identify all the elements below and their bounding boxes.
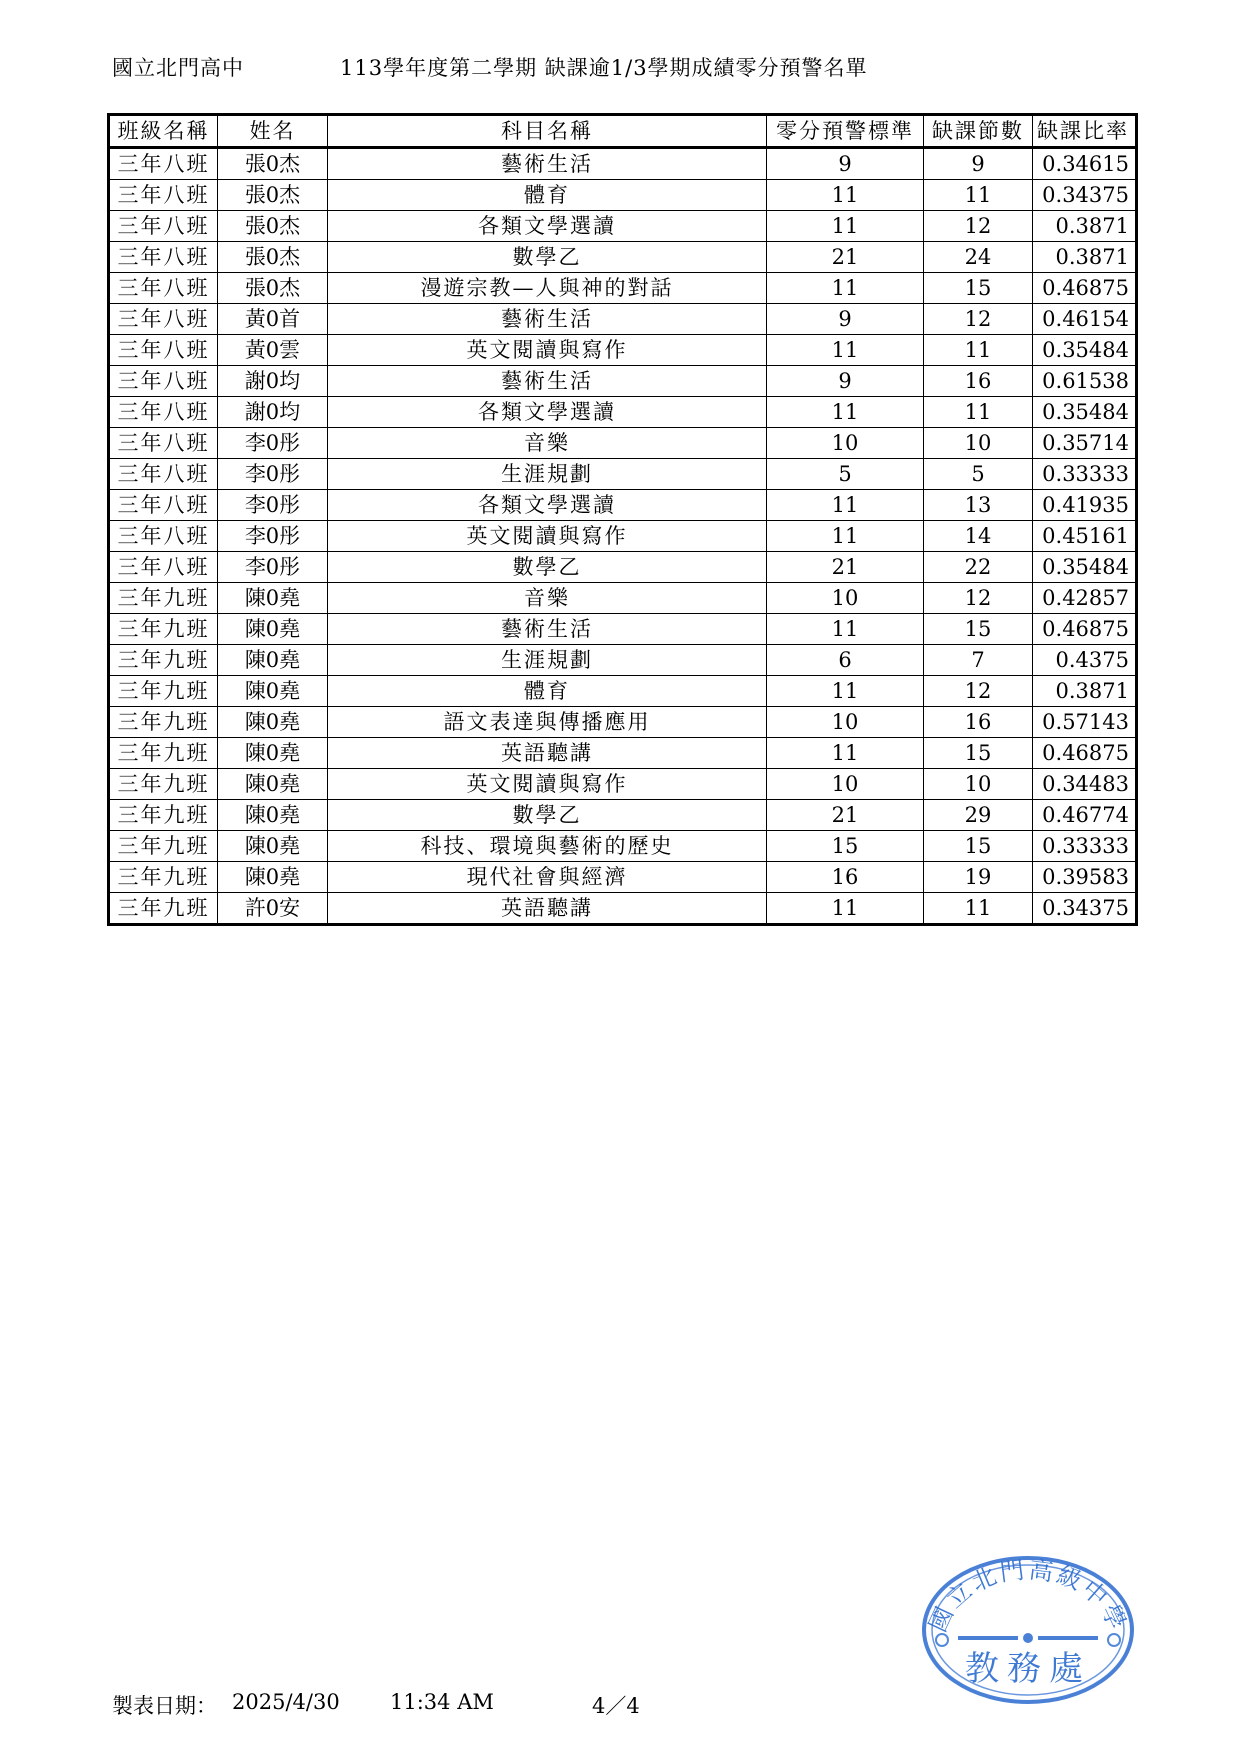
- absence-ratio-cell: 0.34375: [1033, 893, 1137, 925]
- table-row: [109, 304, 1137, 335]
- absence-ratio-cell: 0.35484: [1033, 335, 1137, 366]
- table-row: [109, 738, 1137, 769]
- student-name-cell: 張0杰: [218, 242, 328, 273]
- student-name-cell: 陳0堯: [218, 769, 328, 800]
- class-name-cell: 三年八班: [109, 304, 218, 335]
- student-name-cell: 李0彤: [218, 490, 328, 521]
- absent-periods-cell: 29: [924, 800, 1033, 831]
- subject-cell: 科技、環境與藝術的歷史: [328, 831, 767, 862]
- subject-cell: 英文閱讀與寫作: [328, 335, 767, 366]
- absent-periods-cell: 14: [924, 521, 1033, 552]
- absent-periods-cell: 15: [924, 831, 1033, 862]
- table-row: [109, 366, 1137, 397]
- subject-cell: 藝術生活: [328, 304, 767, 335]
- warning-standard-cell: 9: [767, 304, 924, 335]
- warning-standard-cell: 11: [767, 211, 924, 242]
- student-name-cell: 張0杰: [218, 273, 328, 304]
- student-name-cell: 張0杰: [218, 180, 328, 211]
- absence-ratio-cell: 0.4375: [1033, 645, 1137, 676]
- table-row: [109, 459, 1137, 490]
- table-row: [109, 397, 1137, 428]
- absent-periods-cell: 24: [924, 242, 1033, 273]
- class-name-cell: 三年八班: [109, 273, 218, 304]
- date-label: 製表日期：: [112, 1694, 217, 1718]
- class-name-cell: 三年八班: [109, 459, 218, 490]
- absence-ratio-cell: 0.34483: [1033, 769, 1137, 800]
- student-name-cell: 謝0均: [218, 397, 328, 428]
- subject-cell: 體育: [328, 180, 767, 211]
- absent-periods-cell: 9: [924, 148, 1033, 180]
- class-name-cell: 三年八班: [109, 366, 218, 397]
- subject-cell: 現代社會與經濟: [328, 862, 767, 893]
- page-number: 4／4: [592, 1694, 640, 1718]
- absence-ratio-cell: 0.35484: [1033, 397, 1137, 428]
- subject-cell: 藝術生活: [328, 614, 767, 645]
- table-row: [109, 831, 1137, 862]
- col-subject-name-header: 科目名稱: [328, 115, 767, 148]
- subject-cell: 各類文學選讀: [328, 490, 767, 521]
- student-name-cell: 許0安: [218, 893, 328, 925]
- class-name-cell: 三年八班: [109, 211, 218, 242]
- student-name-cell: 李0彤: [218, 459, 328, 490]
- col-absent-periods-header: 缺課節數: [924, 115, 1033, 148]
- class-name-cell: 三年八班: [109, 397, 218, 428]
- subject-cell: 英文閱讀與寫作: [328, 769, 767, 800]
- subject-cell: 英文閱讀與寫作: [328, 521, 767, 552]
- subject-cell: 生涯規劃: [328, 459, 767, 490]
- absent-periods-cell: 22: [924, 552, 1033, 583]
- student-name-cell: 張0杰: [218, 148, 328, 180]
- table-row: [109, 769, 1137, 800]
- document-title: 113學年度第二學期 缺課逾1/3學期成績零分預警名單: [340, 56, 868, 80]
- subject-cell: 音樂: [328, 583, 767, 614]
- subject-cell: 漫遊宗教—人與神的對話: [328, 273, 767, 304]
- table-row: [109, 428, 1137, 459]
- absence-ratio-cell: 0.39583: [1033, 862, 1137, 893]
- table-row: [109, 180, 1137, 211]
- table-row: [109, 645, 1137, 676]
- absent-periods-cell: 15: [924, 273, 1033, 304]
- warning-standard-cell: 11: [767, 893, 924, 925]
- warning-standard-cell: 10: [767, 428, 924, 459]
- student-name-cell: 李0彤: [218, 428, 328, 459]
- class-name-cell: 三年八班: [109, 552, 218, 583]
- absence-ratio-cell: 0.3871: [1033, 242, 1137, 273]
- warning-standard-cell: 11: [767, 180, 924, 211]
- warning-standard-cell: 10: [767, 583, 924, 614]
- absence-ratio-cell: 0.33333: [1033, 459, 1137, 490]
- table-row: [109, 862, 1137, 893]
- table-row: [109, 273, 1137, 304]
- absent-periods-cell: 15: [924, 738, 1033, 769]
- table-row: [109, 148, 1137, 180]
- student-name-cell: 陳0堯: [218, 738, 328, 769]
- absence-ratio-cell: 0.57143: [1033, 707, 1137, 738]
- warning-standard-cell: 10: [767, 707, 924, 738]
- table-row: [109, 676, 1137, 707]
- absent-periods-cell: 11: [924, 180, 1033, 211]
- table-row: [109, 583, 1137, 614]
- absent-periods-cell: 10: [924, 769, 1033, 800]
- warning-standard-cell: 9: [767, 366, 924, 397]
- warning-standard-cell: 21: [767, 242, 924, 273]
- absence-ratio-cell: 0.35484: [1033, 552, 1137, 583]
- absence-ratio-cell: 0.46875: [1033, 614, 1137, 645]
- absence-ratio-cell: 0.42857: [1033, 583, 1137, 614]
- class-name-cell: 三年九班: [109, 800, 218, 831]
- warning-standard-cell: 15: [767, 831, 924, 862]
- absence-ratio-cell: 0.41935: [1033, 490, 1137, 521]
- table-row: [109, 800, 1137, 831]
- print-date: 2025/4/30: [232, 1690, 340, 1714]
- subject-cell: 語文表達與傳播應用: [328, 707, 767, 738]
- absent-periods-cell: 11: [924, 397, 1033, 428]
- class-name-cell: 三年八班: [109, 242, 218, 273]
- table-row: [109, 490, 1137, 521]
- office-seal-stamp: [918, 1548, 1138, 1708]
- absence-ratio-cell: 0.33333: [1033, 831, 1137, 862]
- absence-ratio-cell: 0.45161: [1033, 521, 1137, 552]
- absence-ratio-cell: 0.34615: [1033, 148, 1137, 180]
- absent-periods-cell: 16: [924, 366, 1033, 397]
- absence-ratio-cell: 0.46154: [1033, 304, 1137, 335]
- subject-cell: 英語聽講: [328, 893, 767, 925]
- warning-standard-cell: 5: [767, 459, 924, 490]
- col-student-name-header: 姓名: [218, 115, 328, 148]
- seal-top-text: 國立北門高級中學: [923, 1555, 1133, 1637]
- absent-periods-cell: 12: [924, 676, 1033, 707]
- student-name-cell: 陳0堯: [218, 800, 328, 831]
- absence-ratio-cell: 0.35714: [1033, 428, 1137, 459]
- absent-periods-cell: 16: [924, 707, 1033, 738]
- subject-cell: 數學乙: [328, 800, 767, 831]
- warning-standard-cell: 11: [767, 273, 924, 304]
- warning-standard-cell: 21: [767, 552, 924, 583]
- print-time: 11:34 AM: [390, 1690, 494, 1714]
- table-header: [109, 115, 1137, 148]
- student-name-cell: 陳0堯: [218, 614, 328, 645]
- warning-list-table: [107, 113, 1138, 926]
- warning-standard-cell: 11: [767, 614, 924, 645]
- absent-periods-cell: 19: [924, 862, 1033, 893]
- class-name-cell: 三年九班: [109, 738, 218, 769]
- student-name-cell: 陳0堯: [218, 583, 328, 614]
- subject-cell: 藝術生活: [328, 366, 767, 397]
- student-name-cell: 陳0堯: [218, 707, 328, 738]
- subject-cell: 數學乙: [328, 242, 767, 273]
- absent-periods-cell: 7: [924, 645, 1033, 676]
- table-row: [109, 211, 1137, 242]
- absence-ratio-cell: 0.46875: [1033, 738, 1137, 769]
- student-name-cell: 李0彤: [218, 521, 328, 552]
- col-class-name-header: 班級名稱: [109, 115, 218, 148]
- class-name-cell: 三年八班: [109, 180, 218, 211]
- student-name-cell: 陳0堯: [218, 831, 328, 862]
- table-row: [109, 614, 1137, 645]
- subject-cell: 英語聽講: [328, 738, 767, 769]
- seal-bottom-text: 教務處: [965, 1649, 1091, 1689]
- warning-standard-cell: 11: [767, 738, 924, 769]
- student-name-cell: 陳0堯: [218, 676, 328, 707]
- absent-periods-cell: 13: [924, 490, 1033, 521]
- student-name-cell: 謝0均: [218, 366, 328, 397]
- absence-ratio-cell: 0.3871: [1033, 676, 1137, 707]
- absence-ratio-cell: 0.3871: [1033, 211, 1137, 242]
- warning-standard-cell: 11: [767, 397, 924, 428]
- warning-standard-cell: 6: [767, 645, 924, 676]
- absent-periods-cell: 5: [924, 459, 1033, 490]
- table-body: [109, 148, 1137, 925]
- absent-periods-cell: 12: [924, 304, 1033, 335]
- subject-cell: 各類文學選讀: [328, 397, 767, 428]
- warning-standard-cell: 11: [767, 676, 924, 707]
- subject-cell: 各類文學選讀: [328, 211, 767, 242]
- table-row: [109, 521, 1137, 552]
- absent-periods-cell: 11: [924, 893, 1033, 925]
- absence-ratio-cell: 0.34375: [1033, 180, 1137, 211]
- warning-standard-cell: 16: [767, 862, 924, 893]
- school-name: 國立北門高中: [112, 56, 244, 80]
- col-zero-warning-standard-header: 零分預警標準: [767, 115, 924, 148]
- class-name-cell: 三年八班: [109, 521, 218, 552]
- class-name-cell: 三年九班: [109, 769, 218, 800]
- class-name-cell: 三年九班: [109, 707, 218, 738]
- subject-cell: 生涯規劃: [328, 645, 767, 676]
- class-name-cell: 三年九班: [109, 583, 218, 614]
- absence-ratio-cell: 0.61538: [1033, 366, 1137, 397]
- warning-standard-cell: 9: [767, 148, 924, 180]
- header-row: [109, 115, 1137, 148]
- subject-cell: 數學乙: [328, 552, 767, 583]
- warning-standard-cell: 21: [767, 800, 924, 831]
- absent-periods-cell: 15: [924, 614, 1033, 645]
- warning-standard-cell: 11: [767, 490, 924, 521]
- class-name-cell: 三年九班: [109, 676, 218, 707]
- absent-periods-cell: 11: [924, 335, 1033, 366]
- subject-cell: 體育: [328, 676, 767, 707]
- table-row: [109, 242, 1137, 273]
- class-name-cell: 三年八班: [109, 335, 218, 366]
- table-row: [109, 893, 1137, 925]
- class-name-cell: 三年九班: [109, 893, 218, 925]
- subject-cell: 藝術生活: [328, 148, 767, 180]
- absent-periods-cell: 12: [924, 583, 1033, 614]
- absence-ratio-cell: 0.46875: [1033, 273, 1137, 304]
- student-name-cell: 黃0雲: [218, 335, 328, 366]
- class-name-cell: 三年九班: [109, 645, 218, 676]
- warning-standard-cell: 10: [767, 769, 924, 800]
- student-name-cell: 陳0堯: [218, 645, 328, 676]
- warning-standard-cell: 11: [767, 335, 924, 366]
- absent-periods-cell: 10: [924, 428, 1033, 459]
- class-name-cell: 三年八班: [109, 490, 218, 521]
- student-name-cell: 張0杰: [218, 211, 328, 242]
- class-name-cell: 三年九班: [109, 862, 218, 893]
- svg-text:國立北門高級中學: [924, 1556, 1133, 1637]
- student-name-cell: 李0彤: [218, 552, 328, 583]
- class-name-cell: 三年九班: [109, 831, 218, 862]
- student-name-cell: 黃0首: [218, 304, 328, 335]
- class-name-cell: 三年八班: [109, 148, 218, 180]
- absence-ratio-cell: 0.46774: [1033, 800, 1137, 831]
- warning-standard-cell: 11: [767, 521, 924, 552]
- col-absence-ratio-header: 缺課比率: [1033, 115, 1137, 148]
- table-row: [109, 335, 1137, 366]
- student-name-cell: 陳0堯: [218, 862, 328, 893]
- subject-cell: 音樂: [328, 428, 767, 459]
- class-name-cell: 三年九班: [109, 614, 218, 645]
- absent-periods-cell: 12: [924, 211, 1033, 242]
- table-row: [109, 552, 1137, 583]
- class-name-cell: 三年八班: [109, 428, 218, 459]
- table-row: [109, 707, 1137, 738]
